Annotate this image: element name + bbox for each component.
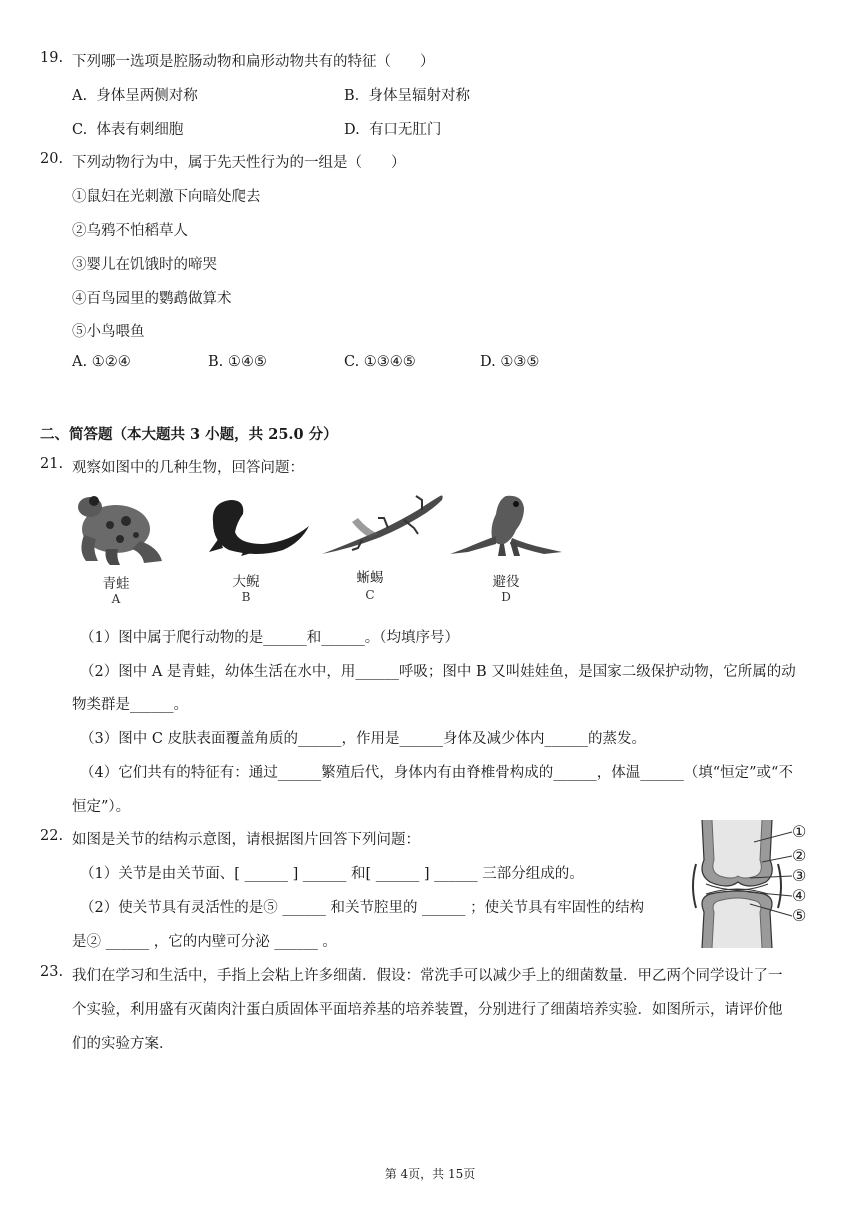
q23-line3: 们的实验方案． — [72, 1036, 174, 1052]
q23-line2: 个实验，利用盛有灭菌肉汁蛋白质固体平面培养基的培养装置，分别进行了细菌培养实验．如图所示，请评价他 — [72, 1002, 783, 1018]
q20-stem: 下列动物行为中，属于先天性行为的一组是（ ） — [72, 155, 406, 171]
joint-label-3: ③ — [792, 866, 807, 885]
q19-option-d: D. 有口无肛门 — [344, 122, 442, 138]
chameleon-image — [446, 490, 566, 560]
q20-item-2: ②乌鸦不怕稻草人 — [72, 223, 188, 239]
q20-item-3: ③婴儿在饥饿时的啼哭 — [72, 257, 217, 273]
q21-part3: （3）图中 C 皮肤表面覆盖角质的______，作用是______身体及减少体内______的蒸发。 — [80, 731, 647, 747]
q22-part1: （1）关节是由关节面、[ ______ ] ______ 和[ ______ ] ______ 三部分组成的。 — [80, 866, 584, 882]
q22-part2-line2: 是② ______ ，它的内壁可分泌 ______ 。 — [72, 934, 337, 950]
joint-label-2: ② — [792, 846, 807, 865]
q20-item-4: ④百鸟园里的鹦鹉做算术 — [72, 291, 232, 307]
q21-part1: （1）图中属于爬行动物的是______和______。（均填序号） — [80, 630, 459, 646]
q21-part2-line2: 物类群是______。 — [72, 697, 188, 713]
lizard-image — [318, 488, 446, 558]
section-heading: 二、简答题（本大题共 3 小题，共 25.0 分） — [40, 426, 338, 443]
q21-part2-line1: （2）图中 A 是青蛙，幼体生活在水中，用______呼吸；图中 B 又叫娃娃鱼，是国家二级保护动物，它所属的动 — [80, 664, 796, 680]
salamander-caption: 大鲵 — [232, 574, 260, 590]
q22-part2-line1: （2）使关节具有灵活性的是⑤ ______ 和关节腔里的 ______ ；使关节具有牢固性的结构 — [80, 900, 645, 916]
salamander-image — [205, 492, 315, 558]
q22-stem: 如图是关节的结构示意图，请根据图片回答下列问题： — [72, 832, 420, 848]
q20-option-d: D. ①③⑤ — [480, 354, 540, 370]
q23-number: 23. — [40, 964, 64, 980]
q19-stem: 下列哪一选项是腔肠动物和扁形动物共有的特征（ ） — [72, 54, 435, 70]
page-footer: 第 4页，共 15页 — [384, 1167, 476, 1181]
q20-item-5: ⑤小鸟喂鱼 — [72, 324, 145, 340]
q21-part4-line1: （4）它们共有的特征有：通过______繁殖后代，身体内有由脊椎骨构成的______，体温______（填“恒定”或“不 — [80, 765, 793, 781]
q23-line1: 我们在学习和生活中，手指上会粘上许多细菌．假设：常洗手可以减少手上的细菌数量．甲乙两个同学设计了一 — [72, 968, 783, 984]
q19-option-c: C. 体表有刺细胞 — [72, 122, 184, 138]
q21-part4-line2: 恒定”）。 — [72, 799, 131, 815]
q22-number: 22. — [40, 828, 64, 844]
joint-label-1: ① — [792, 822, 807, 841]
joint-label-4: ④ — [792, 886, 807, 905]
q19-option-a: A. 身体呈两侧对称 — [72, 88, 198, 104]
chameleon-caption: 避役 — [492, 574, 520, 590]
q20-item-1: ①鼠妇在光刺激下向暗处爬去 — [72, 189, 261, 205]
q20-number: 20. — [40, 151, 64, 167]
q20-option-c: C. ①③④⑤ — [344, 354, 416, 370]
q19-number: 19. — [40, 50, 64, 66]
lizard-letter: C — [365, 588, 375, 602]
chameleon-letter: D — [501, 590, 511, 604]
frog-caption: 青蛙 — [102, 576, 130, 592]
q20-option-b: B. ①④⑤ — [208, 354, 267, 370]
joint-label-5: ⑤ — [792, 906, 807, 925]
q21-stem: 观察如图中的几种生物，回答问题： — [72, 460, 304, 476]
q19-option-b: B. 身体呈辐射对称 — [344, 88, 470, 104]
q20-option-a: A. ①②④ — [72, 354, 131, 370]
q21-number: 21. — [40, 456, 64, 472]
frog-letter: A — [111, 592, 121, 606]
salamander-letter: B — [241, 590, 251, 604]
lizard-caption: 蜥蜴 — [356, 570, 384, 586]
frog-image — [70, 485, 168, 567]
